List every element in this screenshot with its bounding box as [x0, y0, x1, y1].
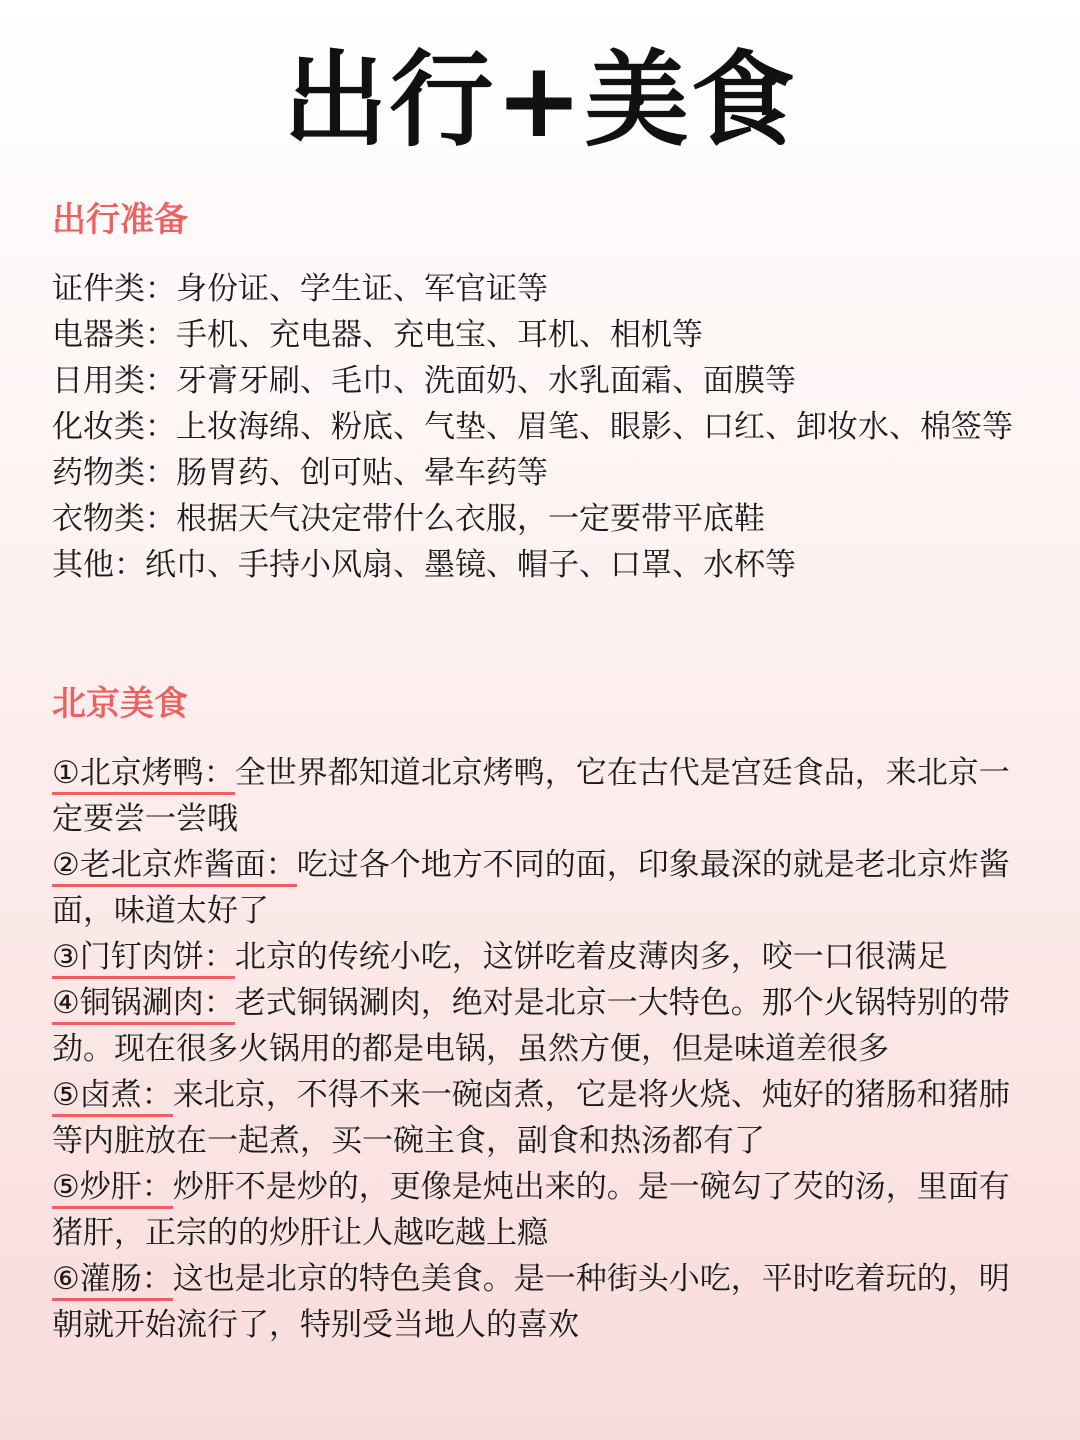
food-list [52, 750, 1028, 1348]
prep-line-medicine: 药物类：肠胃药、创可贴、晕车药等 [52, 455, 548, 491]
food-item-mending-roubing [52, 934, 1028, 980]
food-item-name: ⑤炒肝： [52, 1169, 173, 1209]
food-item-zhajiangmian [52, 842, 1028, 934]
food-item-desc: 这也是北京的特色美食。是一种街头小吃，平时吃着玩的，明朝就开始流行了，特别受当地人的喜欢 [52, 1261, 1010, 1343]
prep-section-heading: 出行准备 [52, 200, 188, 240]
food-item-luzhu [52, 1072, 1028, 1164]
prep-line-daily: 日用类：牙膏牙刷、毛巾、洗面奶、水乳面霜、面膜等 [52, 363, 796, 399]
food-item-roast-duck [52, 750, 1028, 842]
food-item-name: ⑤卤煮： [52, 1077, 173, 1117]
prep-line-documents: 证件类：身份证、学生证、军官证等 [52, 271, 548, 307]
prep-line-other: 其他：纸巾、手持小风扇、墨镜、帽子、口罩、水杯等 [52, 547, 796, 583]
food-item-name: ⑥灌肠： [52, 1261, 173, 1301]
food-item-desc: 炒肝不是炒的，更像是炖出来的。是一碗勾了芡的汤，里面有猪肝，正宗的的炒肝让人越吃越上瘾 [52, 1169, 1010, 1251]
food-item-desc: 北京的传统小吃，这饼吃着皮薄肉多，咬一口很满足 [234, 939, 948, 975]
food-section-heading: 北京美食 [52, 684, 188, 724]
page-title: 出行+美食 [283, 39, 797, 161]
food-item-name: ①北京烤鸭： [52, 755, 235, 795]
food-item-chaogan [52, 1164, 1028, 1256]
food-item-name: ④铜锅涮肉： [52, 985, 235, 1025]
prep-line-makeup: 化妆类：上妆海绵、粉底、气垫、眉笔、眼影、口红、卸妆水、棉签等 [52, 409, 1013, 445]
food-item-desc: 老式铜锅涮肉，绝对是北京一大特色。那个火锅特别的带劲。现在很多火锅用的都是电锅，虽然方便，但是味道差很多 [52, 985, 1010, 1067]
food-item-guanchang [52, 1256, 1028, 1348]
food-item-desc: 吃过各个地方不同的面，印象最深的就是老北京炸酱面，味道太好了 [52, 847, 1010, 929]
prep-line-electronics: 电器类：手机、充电器、充电宝、耳机、相机等 [52, 317, 703, 353]
food-item-name: ③门钉肉饼： [52, 939, 235, 979]
food-item-desc: 来北京，不得不来一碗卤煮，它是将火烧、炖好的猪肠和猪肺等内脏放在一起煮，买一碗主食，副食和热汤都有了 [52, 1077, 1010, 1159]
prep-line-clothing: 衣物类：根据天气决定带什么衣服，一定要带平底鞋 [52, 501, 765, 537]
food-item-desc: 全世界都知道北京烤鸭，它在古代是宫廷食品，来北京一定要尝一尝哦 [52, 755, 1010, 837]
prep-list [52, 266, 1028, 588]
food-item-name: ②老北京炸酱面： [52, 847, 297, 887]
food-item-shuanrou [52, 980, 1028, 1072]
